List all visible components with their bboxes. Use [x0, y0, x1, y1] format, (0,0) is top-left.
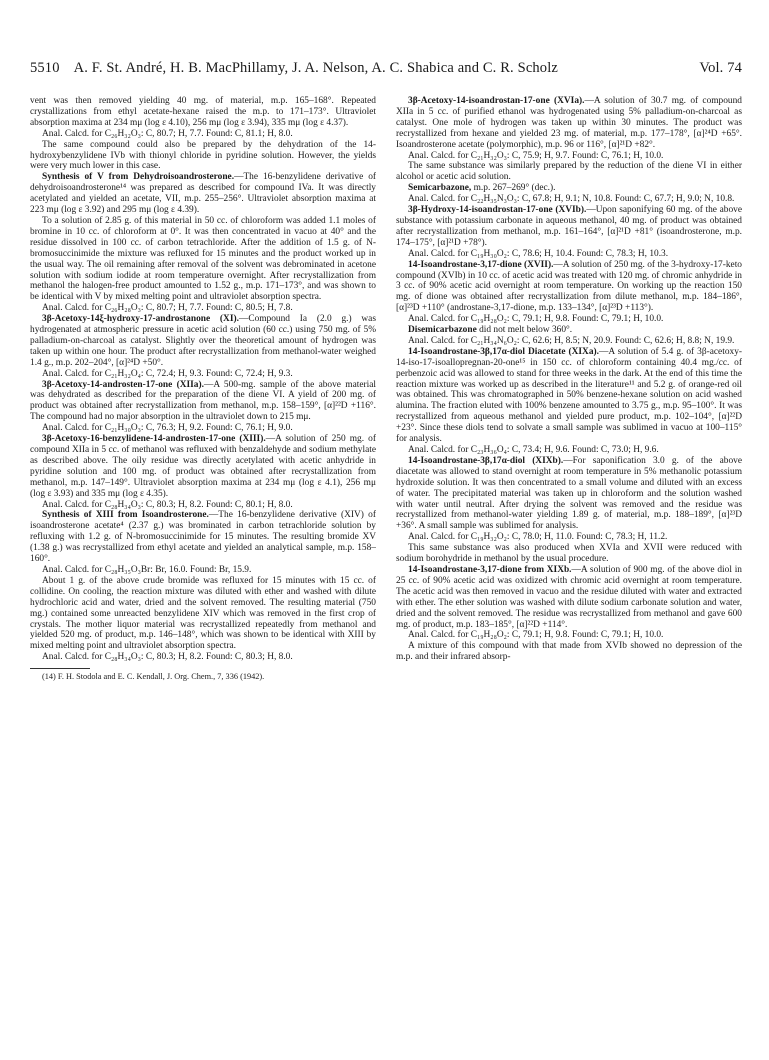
paragraph-text: —The 16-benzylidene derivative (XIV) of isoandrosterone acetate⁴ (2.37 g.) was brominated in carbon tetrachloride solution by refluxing with 1.2 g. of N-bromosuccinimide for 15 minutes. The resulting bromide XV (1.38 g.) was recrystallized from ethyl acetate and yielded an analytical sample, m.p. 158–160°.: [30, 510, 376, 565]
right-column: [396, 96, 742, 663]
paragraph-text: To a solution of 2.85 g. of this material in 50 cc. of chloroform was added 1.1 moles of bromine in 10 cc. of chloroform at 0°. It was then concentrated in vacuo at 40° and the residue dissolved in 100 cc. of carbon tetrachloride. After the addition of 1.5 g. of N-bromosuccinimide the mixture was refluxed for 15 minutes and the product worked up in the usual way. The oil remaining after removal of the solvent was debrominated in acetone solution with sodium iodide at room temperature overnight. After recrystallization from methanol the halogen-free product amounted to 1.52 g., m.p. 171–173°, and was shown to be identical with V by mixed melting point and ultraviolet absorption spectra.: [30, 215, 376, 303]
paragraph-text: Anal. Calcd. for C₁₉H₃₀O₂: C, 78.6; H, 10.4. Found: C, 78.3; H, 10.3.: [408, 248, 669, 259]
section-heading: 3β-Hydroxy-14-isoandrostan-17-one (XVIb).: [408, 205, 587, 216]
paragraph: [30, 434, 376, 499]
paragraph-text: m.p. 267–269° (dec.).: [471, 183, 556, 194]
paragraph: [396, 641, 742, 663]
paragraph: [30, 423, 376, 434]
footnote-rule: [30, 668, 90, 669]
paragraph-text: Anal. Calcd. for C₂₈H₃₄O₃: C, 80.3; H, 8.2. Found: C, 80.3; H, 8.0.: [42, 652, 293, 663]
section-heading: 3β-Acetoxy-14ξ-hydroxy-17-androstanone (XI).: [42, 314, 239, 325]
paragraph: [30, 314, 376, 369]
paragraph: [30, 216, 376, 303]
paragraph-text: About 1 g. of the above crude bromide was refluxed for 15 minutes with 15 cc. of collidine. On cooling, the reaction mixture was diluted with ether and washed with dilute hydrochloric acid and water, dried and the solvent removed. The resulting material (750 mg.) contained some unreacted benzylidene XIV which was removed in the first crop of crystals. The mother liquor material was recrystallized repeatedly from methanol and yielded 520 mg. of product, m.p. 146–148°, which was shown to be identical with XIII by mixed melting point and ultraviolet absorption spectra.: [30, 575, 376, 652]
paragraph: [396, 543, 742, 565]
paragraph-text: vent was then removed yielding 40 mg. of material, m.p. 165–168°. Repeated crystallizations from ethyl acetate-hexane raised the m.p. to 171–173°. Ultraviolet absorption maxima at 234 mμ (log ε 4.10), 256 mμ (log ε 3.94), 335 mμ (log ε 4.37).: [30, 96, 376, 128]
paragraph-text: —Compound Ia (2.0 g.) was hydrogenated at atmospheric pressure in acetic acid solution (60 cc.) using 750 mg. of 5% palladium-on-charcoal as catalyst. Slightly over the theoretical amount of hydrogen was taken up within one hour. The product after recrystallization from methanol-water weighed 1.4 g., m.p. 202–204°, [α]²⁴D +50°.: [30, 314, 376, 368]
paragraph: [30, 129, 376, 140]
paragraph: [396, 325, 742, 336]
running-authors: A. F. St. André, H. B. MacPhillamy, J. A. Nelson, A. C. Shabica and C. R. Scholz: [73, 60, 558, 76]
paragraph: [396, 630, 742, 641]
paragraph-text: Anal. Calcd. for C₂₁H₃₂O₄: C, 72.4; H, 9.3. Found: C, 72.4; H, 9.3.: [42, 368, 293, 379]
paragraph: [30, 369, 376, 380]
paragraph: [396, 183, 742, 194]
paragraph-text: —A 500-mg. sample of the above material was dehydrated as described for the preparation of the diene VI. A yield of 200 mg. of product was obtained after recrystallization from methanol, m.p. 158–159°, [α]²²D +116°. The compound had no major absorption in the ultraviolet down to 215 mμ.: [30, 379, 376, 423]
paragraph: [30, 303, 376, 314]
paragraph-text: The same substance was similarly prepared by the reduction of the diene VI in either alcohol or acetic acid solution.: [396, 161, 742, 183]
section-heading: 14-Isoandrostane-3β,17α-diol Diacetate (XIXa).: [408, 346, 599, 357]
paragraph-text: The same compound could also be prepared by the dehydration of the 14-hydroxybenzylidene IVb with thionyl chloride in pyridine solution. However, the yields were very much lower in this case.: [30, 139, 376, 172]
paragraph-text: —A solution of 5.4 g. of 3β-acetoxy-14-iso-17-isoallopregnan-20-one¹⁵ in 150 cc. of chloroform containing 40.4 mg./cc. of perbenzoic acid was allowed to stand for three weeks in the dark. At the end of this time the reaction mixture was worked up as described in the literature¹¹ and 5.2 g. of orange-red oil was obtained. This was chromatographed in 50% benzene-hexane solution on acid washed alumina. The fraction eluted with 100% benzene amounted to 3.75 g., m.p. 95–100°. It was recrystallized from aqueous methanol and yielded pure product, m.p. 102–104°, [α]²²D +23°. Since these diols tend to solvate a small sample was sublimed in vacuo at 100–115° for analysis.: [396, 346, 743, 445]
paragraph-text: —A solution of 30.7 mg. of compound XIIa in 5 cc. of purified ethanol was hydrogenated using 5% palladium-on-charcoal as catalyst. One mole of hydrogen was taken up within 30 minutes. The product was recrystallized from hexane and yielded 23 mg. of material, m.p. 177–178°, [α]²⁴D +65°. Isoandrosterone acetate (polymorphic), m.p. 96 or 116°, [α]²¹D +82°.: [396, 96, 742, 150]
paragraph: [396, 532, 742, 543]
section-heading: Disemicarbazone: [408, 325, 477, 336]
paragraph-text: Anal. Calcd. for C₁₉H₃₂O₂: C, 78.0; H, 11.0. Found: C, 78.3; H, 11.2.: [408, 532, 668, 543]
paragraph: [396, 347, 742, 445]
paragraph: [396, 565, 742, 630]
paragraph-text: A mixture of this compound with that made from XVIb showed no depression of the m.p. and their infrared absorp-: [396, 641, 742, 663]
paragraph-text: —A solution of 900 mg. of the above diol in 25 cc. of 90% acetic acid was oxidized with chromic acid overnight at room temperature. The acetic acid was then removed in vacuo and the residue diluted with water and extracted with ether. The ether solution was washed with dilute sodium carbonate solution and water, dried and the solvent removed. The residue was recrystallized from methanol and gave 600 mg. of product, m.p. 183–185°, [α]²²D +114°.: [396, 564, 742, 630]
paragraph-text: Anal. Calcd. for C₂₈H₃₅O₃Br: Br, 16.0. Found: Br, 15.9.: [42, 564, 252, 575]
paragraph: [30, 565, 376, 576]
paragraph: [396, 96, 742, 151]
section-heading: 3β-Acetoxy-14-androsten-17-one (XIIa).: [42, 379, 204, 390]
paragraph-text: This same substance was also produced when XVIa and XVII were reduced with sodium borohydride in methanol by the usual procedure.: [396, 543, 742, 565]
paragraph: [30, 96, 376, 129]
paragraph-text: Anal. Calcd. for C₁₉H₂₈O₂: C, 79.1; H, 9.8. Found: C, 79.1; H, 10.0.: [408, 314, 664, 325]
paragraph-text: Anal. Calcd. for C₂₁H₃₂O₃: C, 75.9; H, 9.7. Found: C, 76.1; H, 10.0.: [408, 150, 664, 161]
paragraph: [396, 260, 742, 315]
paragraph: [396, 445, 742, 456]
paragraph-text: Anal. Calcd. for C₂₁H₃₀O₃: C, 76.3; H, 9.2. Found: C, 76.1; H, 9.0.: [42, 423, 293, 434]
left-column: [30, 96, 376, 682]
page-header: [30, 60, 742, 82]
volume-label: Vol. 74: [699, 60, 742, 76]
paragraph-text: Anal. Calcd. for C₂₈H₃₄O₃: C, 80.3; H, 8.2. Found: C, 80.1; H, 8.0.: [42, 499, 293, 510]
paragraph: [30, 652, 376, 663]
paragraph-text: —The 16-benzylidene derivative of dehydroisoandrosterone¹⁴ was prepared as described for compound IVa. It was directly acetylated and yielded an acetate, VII, m.p. 255–256°. Ultraviolet absorption maxima at 223 mμ (log ε 3.92) and 295 mμ (log ε 4.39).: [30, 172, 377, 216]
paragraph: [30, 380, 376, 424]
paragraph: [396, 249, 742, 260]
paragraph-text: Anal. Calcd. for C₂₃H₃₆O₄: C, 73.4; H, 9.6. Found: C, 73.0; H, 9.6.: [408, 445, 659, 455]
paragraph: [396, 151, 742, 162]
paragraph: [30, 140, 376, 173]
paragraph: [30, 510, 376, 565]
section-heading: Synthesis of XIII from Isoandrosterone.: [42, 510, 209, 521]
section-heading: Semicarbazone,: [408, 183, 472, 194]
footnote: (14) F. H. Stodola and E. C. Kendall, J. Org. Chem., 7, 336 (1942).: [42, 672, 265, 682]
paragraph: [30, 576, 376, 652]
paragraph: [396, 194, 742, 205]
section-heading: 14-Isoandrostane-3,17-dione (XVII).: [408, 259, 554, 270]
paragraph-text: —For saponification 3.0 g. of the above diacetate was allowed to stand overnight at room temperature in 5% methanolic potassium hydroxide solution. It was then concentrated to a small volume and diluted with an excess of water. The precipitated material was taken up in chloroform and the solution washed with water until neutral. After drying the solvent was removed and the residue was recrystallized from methanol-water yielding 1.89 g. of material, m.p. 188–189°, [α]²³D +36°. A small sample was sublimed for analysis.: [396, 455, 742, 532]
section-heading: 14-Isoandrostane-3β,17α-diol (XIXb).: [408, 455, 564, 466]
paragraph-text: —Upon saponifying 60 mg. of the above substance with potassium carbonate in aqueous methanol, 40 mg. of product was obtained after recrystallization from methanol, m.p. 161–164°, [α]²¹D +81° (isoandrosterone, m.p. 174–175°, [α]²¹D +78°).: [396, 205, 742, 248]
section-heading: Synthesis of V from Dehydroisoandrosterone.: [42, 172, 235, 183]
section-heading: 3β-Acetoxy-14-isoandrostan-17-one (XVIa).: [408, 96, 585, 106]
paragraph: [396, 161, 742, 183]
paragraph: [396, 336, 742, 347]
paragraph-text: did not melt below 360°.: [476, 325, 573, 336]
paragraph: [30, 500, 376, 511]
paragraph: [396, 456, 742, 532]
section-heading: 14-Isoandrostane-3,17-dione from XIXb.: [408, 564, 572, 575]
paragraph-text: —A solution of 250 mg. of the 3-hydroxy-17-keto compound (XVIb) in 10 cc. of acetic acid was treated with 120 mg. of chromic anhydride in 3 cc. of 90% acetic acid overnight at room temperature. On working up the reaction 150 mg. of dione was obtained after recrystallization from dilute methanol, m.p. 184–186°, [α]²³D +110° (androstane-3,17-dione, m.p. 133–134°, [α]²³D +113°).: [396, 259, 742, 314]
paragraph: [396, 205, 742, 249]
paragraph-text: Anal. Calcd. for C₂₁H₃₄N₆O₂: C, 62.6; H, 8.5; N, 20.9. Found: C, 62.6; H, 8.8; N, 19.9.: [408, 335, 735, 346]
paragraph-text: Anal. Calcd. for C₂₆H₃₂O₃: C, 80.7; H, 7.7. Found: C, 81.1; H, 8.0.: [42, 128, 293, 139]
paragraph-text: —A solution of 250 mg. of compound XIIa in 5 cc. of methanol was refluxed with benzaldehyde and sodium methylate as described above. The oily residue was directly acetylated with acetic anhydride in pyridine solution and 100 mg. of product was obtained after recrystallization from methanol, m.p. 147–149°. Ultraviolet absorption maxima at 234 mμ (log ε 4.1), 256 mμ (log ε 3.93) and 335 mμ (log ε 4.35).: [30, 434, 376, 499]
paragraph-text: Anal. Calcd. for C₂₆H₂₈O₃: C, 80.7; H, 7.7. Found: C, 80.5; H, 7.8.: [42, 303, 293, 314]
paragraph-text: Anal. Calcd. for C₂₂H₃₅N₃O₃: C, 67.8; H, 9.1; N, 10.8. Found: C, 67.7; H, 9.0; N, 10.8.: [408, 194, 735, 205]
paragraph-text: Anal. Calcd. for C₁₉H₂₈O₂: C, 79.1; H, 9.8. Found: C, 79.1; H, 10.0.: [408, 630, 664, 641]
section-heading: 3β-Acetoxy-16-benzylidene-14-androsten-17-one (XIII).: [42, 434, 266, 445]
paragraph: [30, 172, 376, 216]
page-number: 5510: [30, 60, 60, 76]
paragraph: [396, 314, 742, 325]
